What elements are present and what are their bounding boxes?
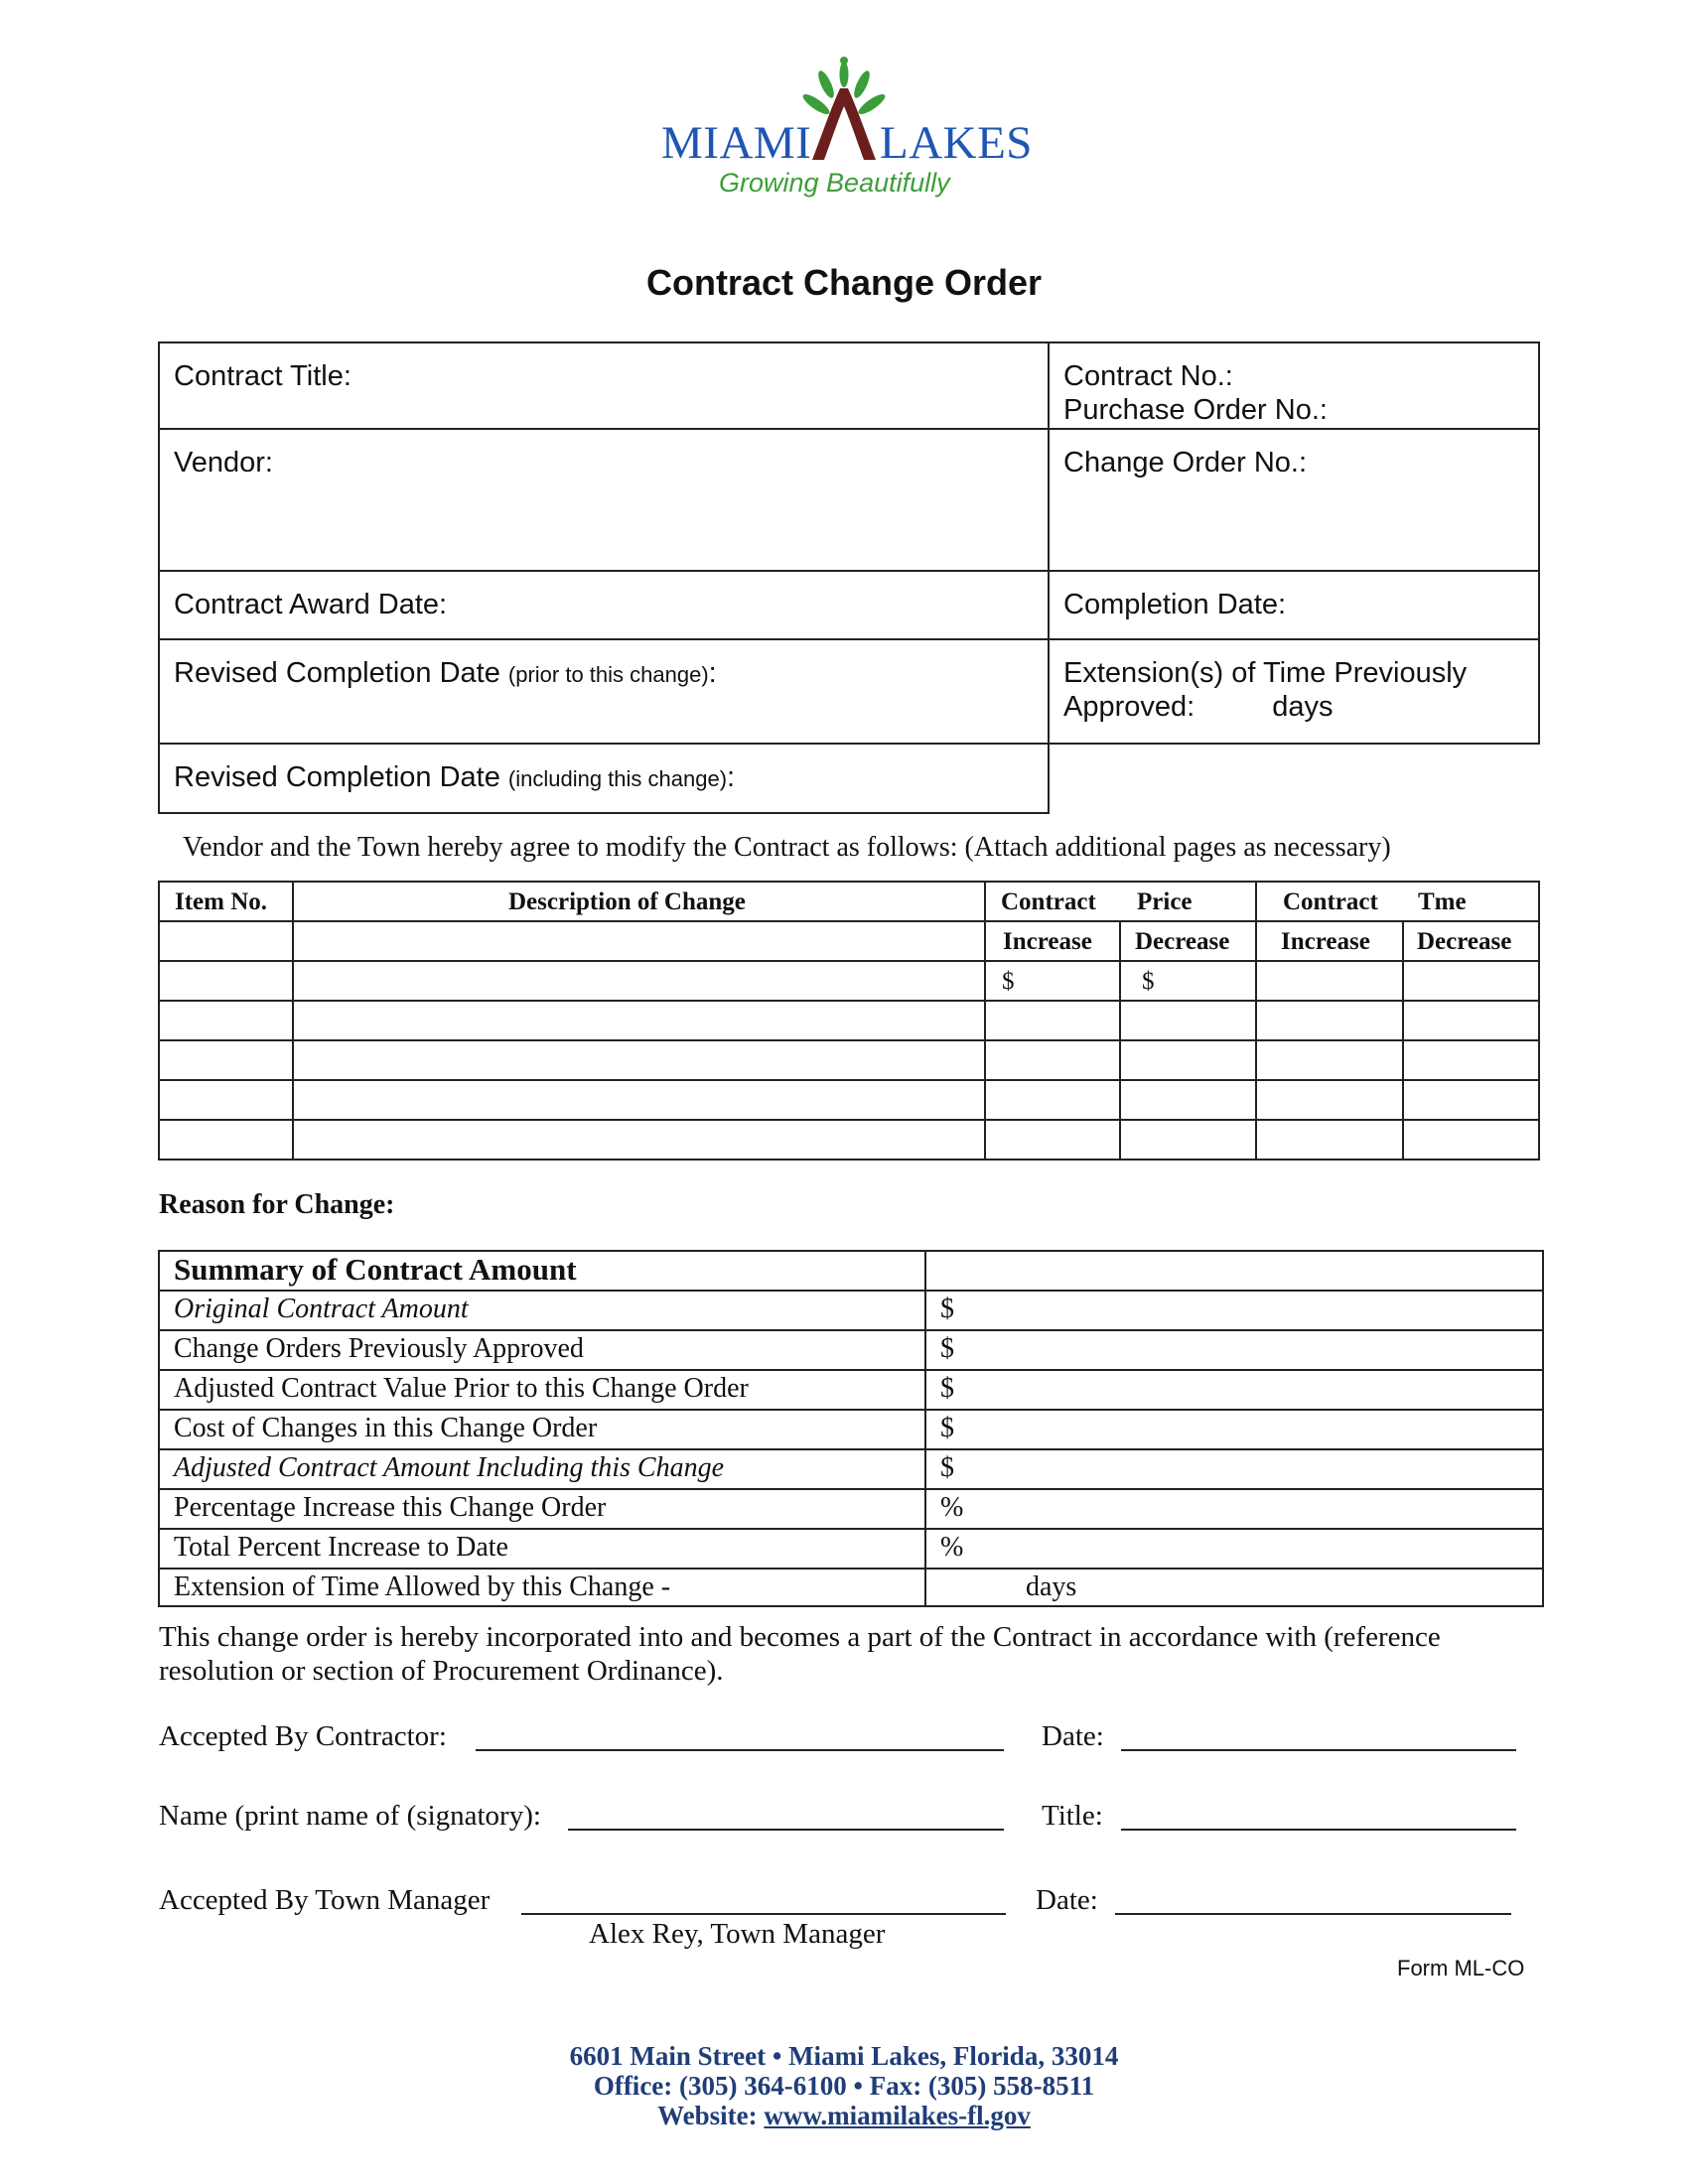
revised-prior-colon: : — [708, 657, 717, 689]
price-decrease-header: Decrease — [1135, 928, 1230, 955]
item-no-header: Item No. — [175, 888, 268, 915]
summary-header: Summary of Contract Amount — [174, 1252, 577, 1287]
accepted-by-town-manager-label: Accepted By Town Manager — [159, 1884, 491, 1916]
page-title: Contract Change Order — [645, 262, 1043, 303]
town-manager-name: Alex Rey, Town Manager — [589, 1918, 886, 1950]
summary-row — [158, 1369, 1544, 1409]
total-percent-increase-value: % — [940, 1532, 964, 1563]
price-increase-currency: $ — [1002, 968, 1015, 995]
contract-price-header-b: Price — [1137, 888, 1193, 915]
percentage-increase-value: % — [940, 1492, 964, 1523]
footer-website — [0, 2103, 1688, 2129]
vendor-label: Vendor: — [174, 447, 273, 478]
footer-website-label: Website: — [657, 2101, 758, 2130]
contract-price-header-a: Contract — [1001, 888, 1096, 915]
revised-prior-note: (prior to this change) — [507, 662, 709, 687]
logo-word-lakes: LAKES — [880, 117, 1033, 169]
adjusted-amount-including-label: Adjusted Contract Amount Including this Change — [174, 1452, 725, 1483]
summary-row — [158, 1488, 1544, 1528]
cost-of-changes-value: $ — [940, 1413, 954, 1443]
contract-title-cell — [158, 341, 1050, 430]
summary-row — [158, 1568, 1544, 1607]
award-date-cell — [158, 570, 1050, 640]
town-manager-date-line[interactable] — [1115, 1913, 1511, 1915]
footer-contact — [0, 2073, 1688, 2100]
extension-label: Extension(s) of Time Previously — [1063, 657, 1468, 689]
description-header: Description of Change — [508, 888, 746, 915]
change-items-table — [158, 881, 1540, 1160]
summary-row — [158, 1448, 1544, 1488]
town-manager-signature-line[interactable] — [521, 1913, 1006, 1915]
original-contract-amount-label: Original Contract Amount — [174, 1294, 469, 1324]
change-order-no-label: Change Order No.: — [1063, 447, 1308, 478]
footer-fax: Fax: (305) 558-8511 — [869, 2071, 1095, 2101]
revised-prior-cell — [158, 638, 1050, 745]
accepted-by-contractor-label: Accepted By Contractor: — [159, 1720, 447, 1752]
original-contract-amount-value: $ — [940, 1294, 954, 1324]
footer-bullet-2: • — [853, 2071, 863, 2101]
summary-table — [158, 1250, 1544, 1607]
time-extension-value: days — [1026, 1571, 1077, 1602]
change-order-no-cell — [1048, 428, 1540, 572]
summary-row — [158, 1528, 1544, 1568]
time-extension-label: Extension of Time Allowed by this Change - — [174, 1571, 671, 1602]
footer-bullet-1: • — [772, 2041, 782, 2071]
summary-row — [158, 1329, 1544, 1369]
revised-including-label: Revised Completion Date — [174, 761, 500, 793]
vendor-cell — [158, 428, 1050, 572]
incorporation-statement: This change order is hereby incorporated into and becomes a part of the Contract in accordance with (reference resolution or section of Procurement Ordinance). — [159, 1621, 1441, 1687]
extension-days-label: days — [1272, 691, 1334, 724]
contract-time-header-b: Tme — [1418, 888, 1467, 915]
palm-trunk — [812, 88, 876, 160]
completion-date-cell — [1048, 570, 1540, 640]
adjusted-value-prior-value: $ — [940, 1373, 954, 1404]
summary-row — [158, 1409, 1544, 1448]
logo-tagline: Growing Beautifully — [719, 168, 950, 198]
previous-change-orders-label: Change Orders Previously Approved — [174, 1333, 584, 1364]
summary-row — [158, 1290, 1544, 1329]
time-increase-header: Increase — [1281, 928, 1370, 955]
signatory-title-line[interactable] — [1121, 1829, 1516, 1831]
extension-cell — [1048, 638, 1540, 745]
award-date-label: Contract Award Date: — [174, 589, 448, 620]
revised-including-colon: : — [727, 761, 736, 793]
contract-title-label: Contract Title: — [174, 360, 352, 392]
agreement-statement: Vendor and the Town hereby agree to modify the Contract as follows: (Attach additional pages as necessary) — [183, 832, 1391, 863]
revised-including-note: (including this change) — [507, 766, 728, 791]
contract-no-label: Contract No.: — [1063, 360, 1233, 392]
contractor-date-label: Date: — [1042, 1720, 1104, 1752]
signatory-title-label: Title: — [1042, 1800, 1103, 1832]
cost-of-changes-label: Cost of Changes in this Change Order — [174, 1413, 598, 1443]
footer-address — [0, 2043, 1688, 2070]
town-logo — [655, 55, 1033, 213]
website-link[interactable]: www.miamilakes-fl.gov — [764, 2101, 1031, 2130]
price-increase-header: Increase — [1003, 928, 1092, 955]
contract-time-header-a: Contract — [1283, 888, 1378, 915]
percentage-increase-label: Percentage Increase this Change Order — [174, 1492, 607, 1523]
logo-word-miami: MIAMI — [661, 117, 812, 169]
total-percent-increase-label: Total Percent Increase to Date — [174, 1532, 508, 1563]
print-name-label: Name (print name of (signatory): — [159, 1800, 541, 1832]
revised-prior-label: Revised Completion Date — [174, 657, 500, 689]
form-code: Form ML-CO — [1397, 1956, 1525, 1980]
contract-no-cell — [1048, 341, 1540, 430]
reason-for-change-label: Reason for Change: — [159, 1189, 395, 1220]
purchase-order-no-label: Purchase Order No.: — [1063, 394, 1328, 427]
adjusted-amount-including-value: $ — [940, 1452, 954, 1483]
revised-including-cell — [158, 743, 1050, 814]
completion-date-label: Completion Date: — [1063, 589, 1287, 620]
footer-city: Miami Lakes, Florida, 33014 — [788, 2041, 1119, 2071]
print-name-line[interactable] — [568, 1829, 1004, 1831]
price-decrease-currency: $ — [1142, 968, 1155, 995]
town-manager-date-label: Date: — [1036, 1884, 1098, 1916]
contractor-date-line[interactable] — [1121, 1749, 1516, 1751]
adjusted-value-prior-label: Adjusted Contract Value Prior to this Change Order — [174, 1373, 749, 1404]
summary-header-row — [158, 1250, 1544, 1290]
contractor-signature-line[interactable] — [476, 1749, 1004, 1751]
extension-approved-label: Approved: — [1063, 691, 1196, 724]
previous-change-orders-value: $ — [940, 1333, 954, 1364]
footer-office: Office: (305) 364-6100 — [593, 2071, 847, 2101]
footer-street: 6601 Main Street — [569, 2041, 767, 2071]
time-decrease-header: Decrease — [1417, 928, 1512, 955]
